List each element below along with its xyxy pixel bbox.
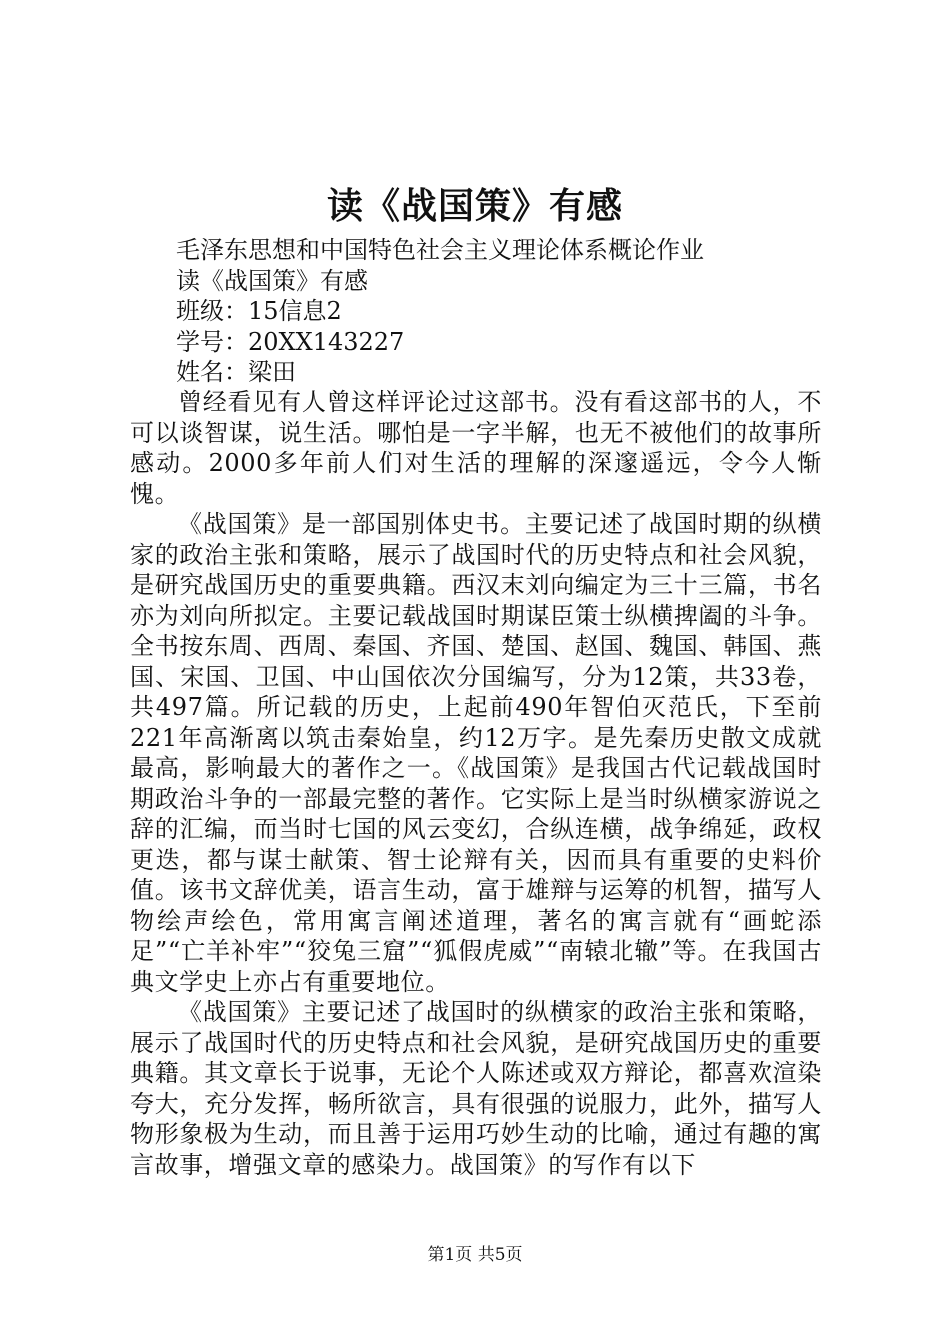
class-line: 班级：15信息2 <box>176 297 342 325</box>
student-id-line: 学号：20XX143227 <box>176 327 405 356</box>
paragraph: 曾经看见有人曾这样评论过这部书。没有看这部书的人，不可以谈智谋，说生活。哪怕是一字半解，也无不被他们的故事所感动。2000多年前人们对生活的理解的深邃遥远，令今人惭愧。 <box>130 388 822 508</box>
document-title: 读《战国策》有感 <box>326 186 623 227</box>
paragraph: 《战国策》主要记述了战国时的纵横家的政治主张和策略，展示了战国时代的历史特点和社会风貌，是研究战国历史的重要典籍。其文章长于说事，无论个人陈述或双方辩论，都喜欢渲染夸大，充分发挥，畅所欲言，具有很强的说服力，此外，描写人物形象极为生动，而且善于运用巧妙生动的比喻，通过有趣的寓言故事，增强文章的感染力。战国策》的写作有以下 <box>130 998 822 1179</box>
paragraph: 《战国策》是一部国别体史书。主要记述了战国时期的纵横家的政治主张和策略，展示了战国时代的历史特点和社会风貌，是研究战国历史的重要典籍。西汉末刘向编定为三十三篇，书名亦为刘向所拟定。主要记载战国时期谋臣策士纵横捭阖的斗争。全书按东周、西周、秦国、齐国、楚国、赵国、魏国、韩国、燕国、宋国、卫国、中山国依次分国编写，分为12策，共33卷，共497篇。所记载的历史，上起前490年智伯灭范氏，下至前221年高渐离以筑击秦始皇，约12万字。是先秦历史散文成就最高，影响最大的著作之一。《战国策》是我国古代记载战国时期政治斗争的一部最完整的著作。它实际上是当时纵横家游说之辞的汇编，而当时七国的风云变幻，合纵连横，战争绵延，政权更迭，都与谋士献策、智士论辩有关，因而具有重要的史料价值。该书文辞优美，语言生动，富于雄辩与运筹的机智，描写人物绘声绘色，常用寓言阐述道理，著名的寓言就有“画蛇添足”“亡羊补牢”“狡兔三窟”“狐假虎威”“南辕北辙”等。在我国古典文学史上亦占有重要地位。 <box>130 510 822 996</box>
page-number: 第1页 共5页 <box>427 1245 523 1265</box>
course-line: 毛泽东思想和中国特色社会主义理论体系概论作业 <box>176 236 704 264</box>
name-line: 姓名：梁田 <box>176 358 296 386</box>
document-body <box>130 387 822 1187</box>
document-header <box>176 235 896 388</box>
subtitle-line: 读《战国策》有感 <box>176 266 368 295</box>
